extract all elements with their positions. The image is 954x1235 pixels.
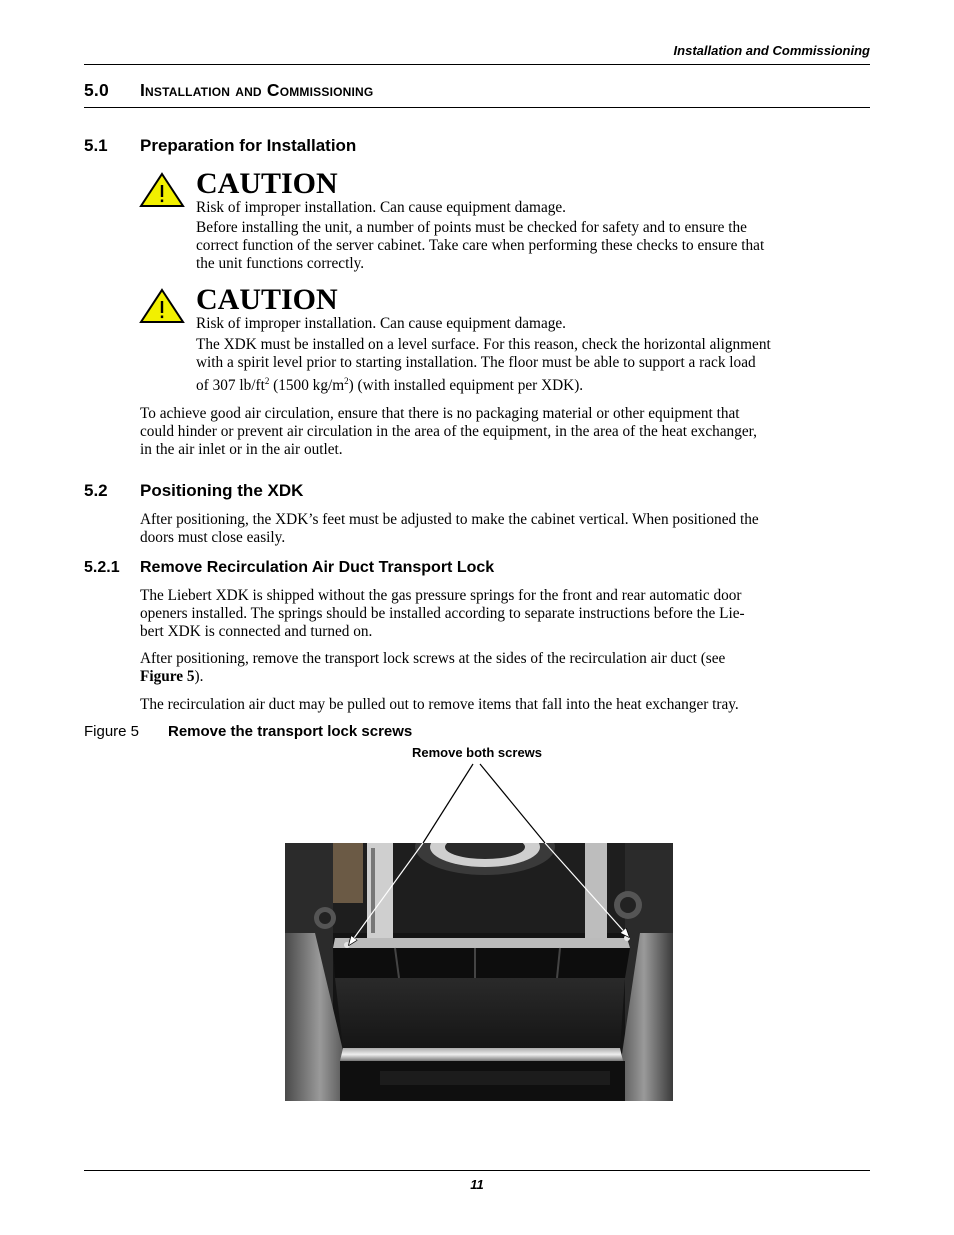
caution-2-lead: Risk of improper installation. Can cause equipment damage. (196, 315, 567, 332)
section-title-text: Installation and Commissioning (140, 80, 374, 100)
figure-photo (285, 843, 673, 1101)
superscript: 2 (264, 376, 270, 386)
load-text-c: ) (with installed equipment per XDK). (348, 377, 584, 395)
section-number: 5.0 (84, 80, 109, 100)
cabinet-photo-illustration (285, 843, 673, 1101)
heading-5-2-number: 5.2 (84, 481, 108, 500)
positioning-paragraph (140, 511, 880, 547)
header-rule (84, 64, 870, 65)
paragraph-line: To achieve good air circulation, ensure that there is no packaging material or other equipment that (140, 405, 740, 422)
callout-line-right (480, 764, 545, 843)
paragraph-line: After positioning, the XDK’s feet must be adjusted to make the cabinet vertical. When positioned the (140, 511, 759, 528)
heading-5-2-title: Positioning the XDK (140, 481, 304, 500)
paragraph-line: After positioning, remove the transport lock screws at the sides of the recirculation air duct (see (140, 650, 726, 667)
heading-5-2 (84, 481, 784, 501)
heading-5-2-1-title: Remove Recirculation Air Duct Transport Lock (140, 559, 495, 576)
paragraph-line: The Liebert XDK is shipped without the gas pressure springs for the front and rear automatic door (140, 587, 742, 604)
caution-1-body (196, 219, 886, 273)
page-number: 11 (470, 1177, 484, 1192)
figure-callout: Remove both screws (411, 745, 543, 760)
heading-5-2-1-number: 5.2.1 (84, 559, 120, 576)
superscript: 2 (344, 376, 349, 386)
caution-1-lead: Risk of improper installation. Can cause equipment damage. (196, 199, 567, 216)
figure-caption (84, 723, 584, 741)
caution-heading-1: CAUTION (196, 167, 338, 200)
section-rule (84, 107, 870, 108)
figure-reference: Figure 5 (140, 668, 195, 685)
air-circulation-paragraph (140, 405, 880, 459)
heading-5-1-title: Preparation for Installation (140, 136, 357, 155)
warning-triangle-icon (139, 172, 185, 208)
caution-2-body-line (196, 372, 886, 395)
load-text-a: of 307 lb/ft (196, 377, 265, 395)
heading-5-2-1 (84, 559, 784, 579)
caution-heading-2: CAUTION (196, 283, 338, 316)
heading-5-1 (84, 136, 784, 156)
callout-line-left (423, 764, 473, 843)
figure-title: Remove the transport lock screws (168, 723, 413, 740)
air-duct-paragraph: The recirculation air duct may be pulled out to remove items that fall into the heat exchanger tray. (140, 696, 739, 713)
warning-triangle-icon (139, 288, 185, 324)
caution-2-body-line: with a spirit level prior to starting installation. The floor must be able to support a rack load (196, 354, 756, 371)
paragraph-line: could hinder or prevent air circulation in the area of the equipment, in the area of the heat exchanger, (140, 423, 757, 440)
paragraph-line: bert XDK is connected and turned on. (140, 623, 373, 640)
footer-rule (84, 1170, 870, 1171)
paragraph-line (140, 668, 880, 686)
caution-1-body-line: correct function of the server cabinet. Take care when performing these checks to ensure that (196, 237, 765, 254)
section-title (84, 80, 373, 101)
figure-label: Figure 5 (84, 723, 140, 740)
running-head: Installation and Commissioning (673, 43, 870, 58)
paragraph-end: ). (194, 668, 204, 685)
shipping-paragraph (140, 587, 880, 641)
caution-1-body-line: Before installing the unit, a number of points must be checked for safety and to ensure the (196, 219, 747, 236)
caution-1-body-line: the unit functions correctly. (196, 255, 365, 272)
transport-lock-paragraph (140, 650, 880, 686)
caution-2-body (196, 336, 886, 395)
heading-5-1-number: 5.1 (84, 136, 108, 155)
caution-2-body-line: The XDK must be installed on a level surface. For this reason, check the horizontal alignment (196, 336, 771, 353)
paragraph-line: openers installed. The springs should be installed according to separate instructions before the Lie- (140, 605, 745, 622)
paragraph-line: doors must close easily. (140, 529, 286, 546)
load-text-b: (1500 kg/m (269, 377, 345, 395)
paragraph-line: in the air inlet or in the air outlet. (140, 441, 343, 458)
